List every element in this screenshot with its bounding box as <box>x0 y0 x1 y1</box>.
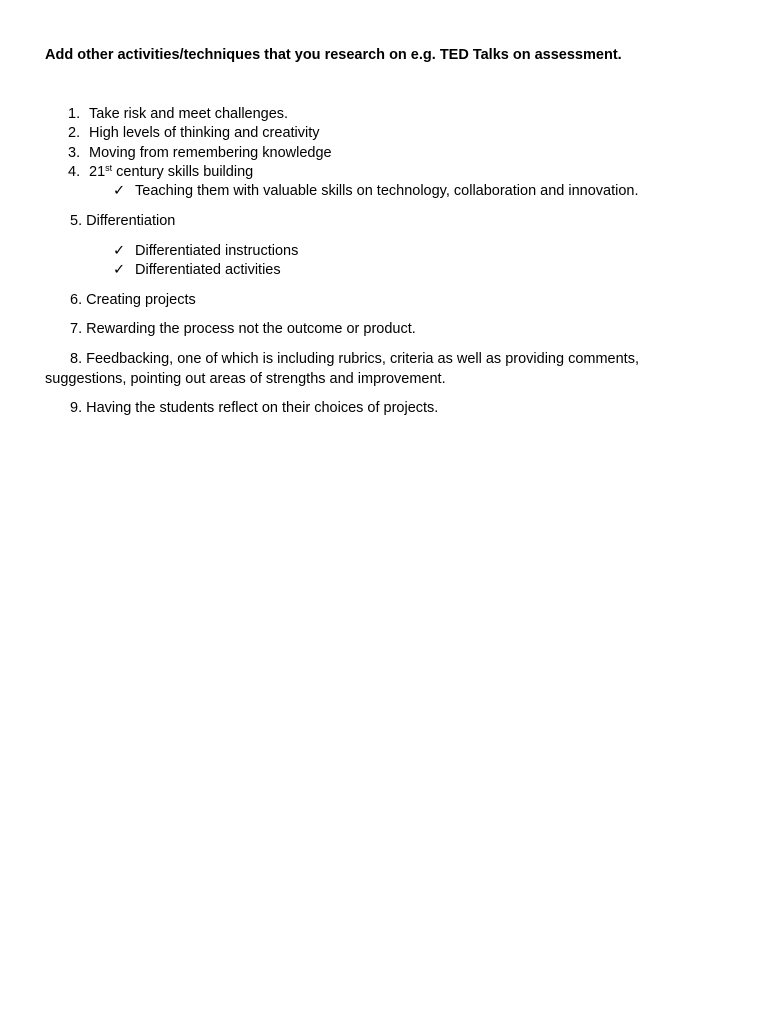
list-item-6: 6. Creating projects <box>70 292 196 308</box>
list-item-1 <box>68 105 288 124</box>
list-item-4 <box>68 163 253 182</box>
list-number: 1. <box>68 106 81 122</box>
list-item-3 <box>68 144 332 163</box>
list-text: High levels of thinking and creativity <box>89 125 320 141</box>
list-item-2 <box>68 124 320 143</box>
list-number: 4. <box>68 164 81 180</box>
list-number: 3. <box>68 145 81 161</box>
list-number: 2. <box>68 125 81 141</box>
list-text: Moving from remembering knowledge <box>89 145 332 161</box>
checkmark-icon: ✓ <box>113 243 126 259</box>
ordinal-superscript: st <box>105 163 113 173</box>
list-text-rest: century skills building <box>112 164 254 180</box>
list-item-5: 5. Differentiation <box>70 213 176 229</box>
list-item-8-line-2: suggestions, pointing out areas of strengths and improvement. <box>45 371 446 387</box>
list-item-8-line-1: 8. Feedbacking, one of which is including rubrics, criteria as well as providing comments, <box>70 351 639 367</box>
document-heading: Add other activities/techniques that you research on e.g. TED Talks on assessment. <box>45 47 622 63</box>
checkmark-icon: ✓ <box>113 183 126 199</box>
sub-bullet-text: Differentiated instructions <box>135 243 299 259</box>
sub-bullet-text: Differentiated activities <box>135 262 281 278</box>
list-text-main: 21 <box>89 164 106 180</box>
sub-bullet-text: Teaching them with valuable skills on technology, collaboration and innovation. <box>135 183 639 199</box>
sub-bullet-item-4 <box>113 182 639 201</box>
checkmark-icon: ✓ <box>113 262 126 278</box>
list-item-9: 9. Having the students reflect on their choices of projects. <box>70 400 439 416</box>
sub-bullet-item-5b <box>113 261 281 280</box>
list-text: Take risk and meet challenges. <box>89 106 289 122</box>
list-item-7: 7. Rewarding the process not the outcome or product. <box>70 321 416 337</box>
sub-bullet-item-5a <box>113 242 298 261</box>
